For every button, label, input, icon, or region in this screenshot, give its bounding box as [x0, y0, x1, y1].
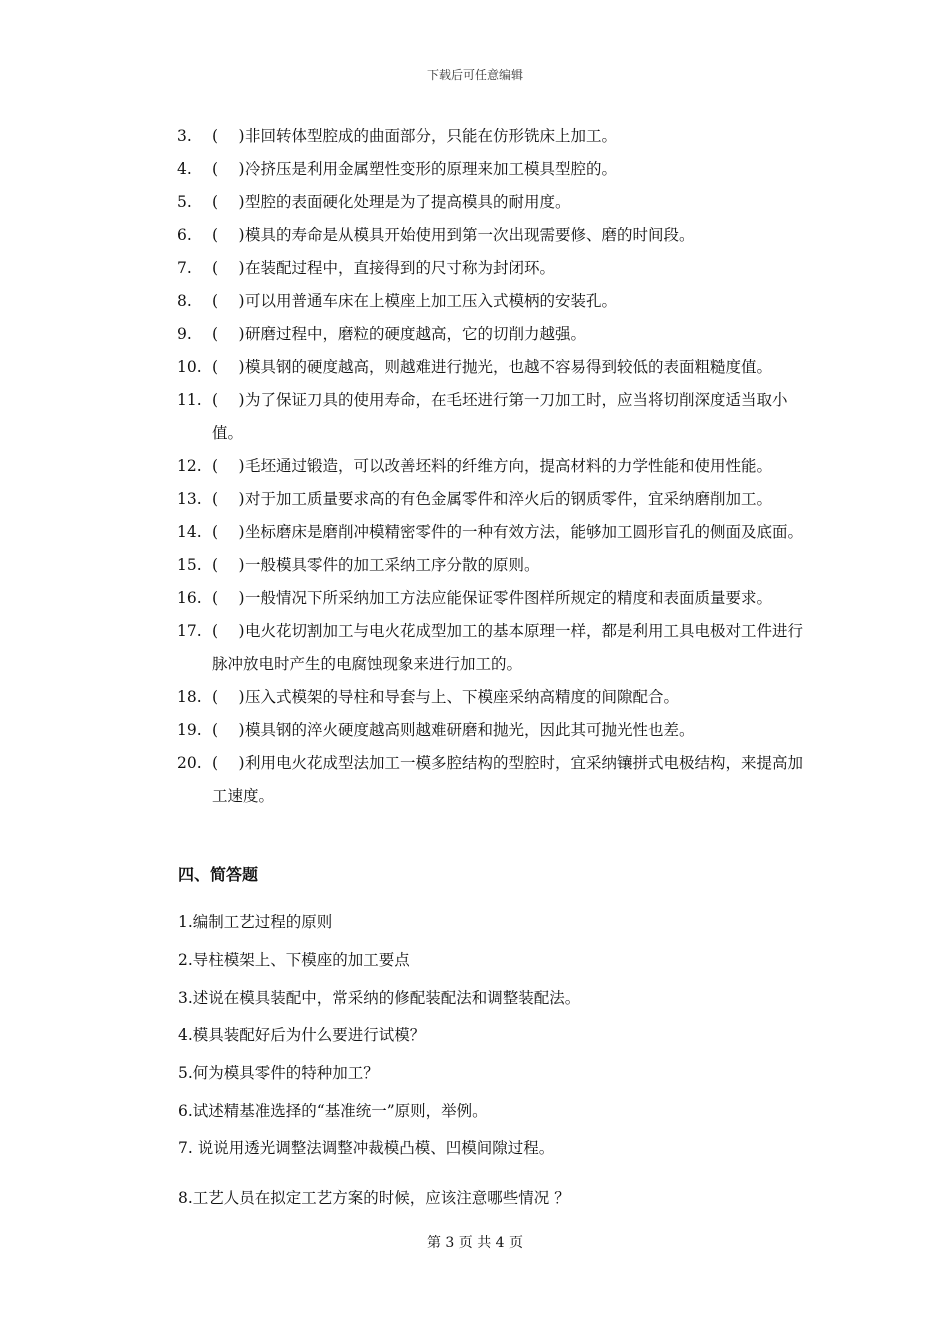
list-item — [0, 318, 812, 351]
item-number: 12. — [177, 457, 202, 475]
list-item — [0, 219, 812, 252]
answer-blank: ( ) — [212, 127, 245, 145]
question-item: 5.何为模具零件的特种加工？ — [178, 1064, 379, 1082]
item-text: 冷挤压是利用金属塑性变形的原理来加工模具型腔的。 — [245, 160, 618, 178]
question-item: 8.工艺人员在拟定工艺方案的时候，应该注意哪些情况 ？ — [178, 1189, 570, 1207]
list-item — [0, 120, 812, 153]
answer-blank: ( ) — [212, 358, 245, 376]
answer-blank: ( ) — [212, 721, 245, 739]
page-footer: 第 3 页 共 4 页 — [426, 1235, 524, 1251]
list-item — [0, 351, 812, 384]
item-number: 11. — [177, 391, 202, 409]
item-number: 19. — [177, 721, 202, 739]
item-number: 15. — [177, 556, 202, 574]
answer-blank: ( ) — [212, 523, 245, 541]
item-number: 13. — [177, 490, 202, 508]
section-title: 四、简答题 — [178, 865, 259, 884]
answer-blank: ( ) — [212, 622, 245, 640]
true-false-list — [0, 120, 950, 813]
item-text: 压入式模架的导柱和导套与上、下模座采纳高精度的间隙配合。 — [245, 688, 680, 706]
item-text: 型腔的表面硬化处理是为了提高模具的耐用度。 — [245, 193, 571, 211]
answer-blank: ( ) — [212, 325, 245, 343]
item-number: 17. — [177, 622, 202, 640]
list-item — [0, 615, 812, 681]
item-number: 4. — [177, 160, 192, 178]
page-header: 下载后可任意编辑 — [426, 68, 523, 82]
list-item — [0, 714, 812, 747]
item-number: 18. — [177, 688, 202, 706]
list-item — [0, 582, 812, 615]
item-text: 一般情况下所采纳加工方法应能保证零件图样所规定的精度和表面质量要求。 — [245, 589, 773, 607]
list-item — [0, 384, 812, 450]
answer-blank: ( ) — [212, 292, 245, 310]
item-text: 为了保证刀具的使用寿命，在毛坯进行第一刀加工时，应当将切削深度适当取小值。 — [212, 391, 788, 442]
answer-blank: ( ) — [212, 754, 245, 772]
answer-blank: ( ) — [212, 160, 245, 178]
item-number: 16. — [177, 589, 202, 607]
item-text: 非回转体型腔成的曲面部分，只能在仿形铣床上加工。 — [245, 127, 618, 145]
answer-blank: ( ) — [212, 457, 245, 475]
question-item: 3.述说在模具装配中，常采纳的修配装配法和调整装配法。 — [178, 989, 581, 1007]
item-text: 模具钢的硬度越高，则越难进行抛光，也越不容易得到较低的表面粗糙度值。 — [245, 358, 773, 376]
item-text: 对于加工质量要求高的有色金属零件和淬火后的钢质零件，宜采纳磨削加工。 — [245, 490, 773, 508]
item-text: 可以用普通车床在上模座上加工压入式模柄的安装孔。 — [245, 292, 618, 310]
question-item: 7. 说说用透光调整法调整冲裁模凸模、凹模间隙过程。 — [178, 1139, 555, 1157]
answer-blank: ( ) — [212, 259, 245, 277]
item-text: 坐标磨床是磨削冲模精密零件的一种有效方法，能够加工圆形盲孔的侧面及底面。 — [245, 523, 804, 541]
answer-blank: ( ) — [212, 391, 245, 409]
answer-blank: ( ) — [212, 589, 245, 607]
question-item: 4.模具装配好后为什么要进行试模？ — [178, 1026, 426, 1044]
item-number: 14. — [177, 523, 202, 541]
item-number: 7. — [177, 259, 192, 277]
item-number: 20. — [177, 754, 202, 772]
list-item — [0, 186, 812, 219]
list-item — [0, 483, 812, 516]
question-item: 6.试述精基准选择的“基准统一”原则，举例。 — [178, 1102, 488, 1120]
item-text: 研磨过程中，磨粒的硬度越高，它的切削力越强。 — [245, 325, 587, 343]
answer-blank: ( ) — [212, 226, 245, 244]
list-item — [0, 252, 812, 285]
item-number: 6. — [177, 226, 192, 244]
item-text: 毛坯通过锻造，可以改善坯料的纤维方向，提高材料的力学性能和使用性能。 — [245, 457, 773, 475]
answer-blank: ( ) — [212, 556, 245, 574]
item-number: 9. — [177, 325, 192, 343]
item-number: 3. — [177, 127, 192, 145]
list-item — [0, 516, 812, 549]
list-item — [0, 153, 812, 186]
list-item — [0, 747, 812, 813]
item-number: 10. — [177, 358, 202, 376]
item-number: 8. — [177, 292, 192, 310]
item-text: 在装配过程中，直接得到的尺寸称为封闭环。 — [245, 259, 556, 277]
item-text: 一般模具零件的加工采纳工序分散的原则。 — [245, 556, 540, 574]
list-item — [0, 549, 812, 582]
item-number: 5. — [177, 193, 192, 211]
item-text: 模具的寿命是从模具开始使用到第一次出现需要修、磨的时间段。 — [245, 226, 695, 244]
list-item — [0, 681, 812, 714]
item-text: 模具钢的淬火硬度越高则越难研磨和抛光，因此其可抛光性也差。 — [245, 721, 695, 739]
answer-blank: ( ) — [212, 193, 245, 211]
list-item — [0, 285, 812, 318]
item-text: 利用电火花成型法加工一模多腔结构的型腔时，宜采纳镶拼式电极结构，来提高加工速度。 — [212, 754, 804, 805]
item-text: 电火花切割加工与电火花成型加工的基本原理一样，都是利用工具电极对工件进行脉冲放电时产生的电腐蚀现象来进行加工的。 — [212, 622, 804, 673]
answer-blank: ( ) — [212, 490, 245, 508]
question-item: 1.编制工艺过程的原则 — [178, 913, 333, 931]
question-item: 2.导柱模架上、下模座的加工要点 — [178, 951, 410, 969]
list-item — [0, 450, 812, 483]
answer-blank: ( ) — [212, 688, 245, 706]
